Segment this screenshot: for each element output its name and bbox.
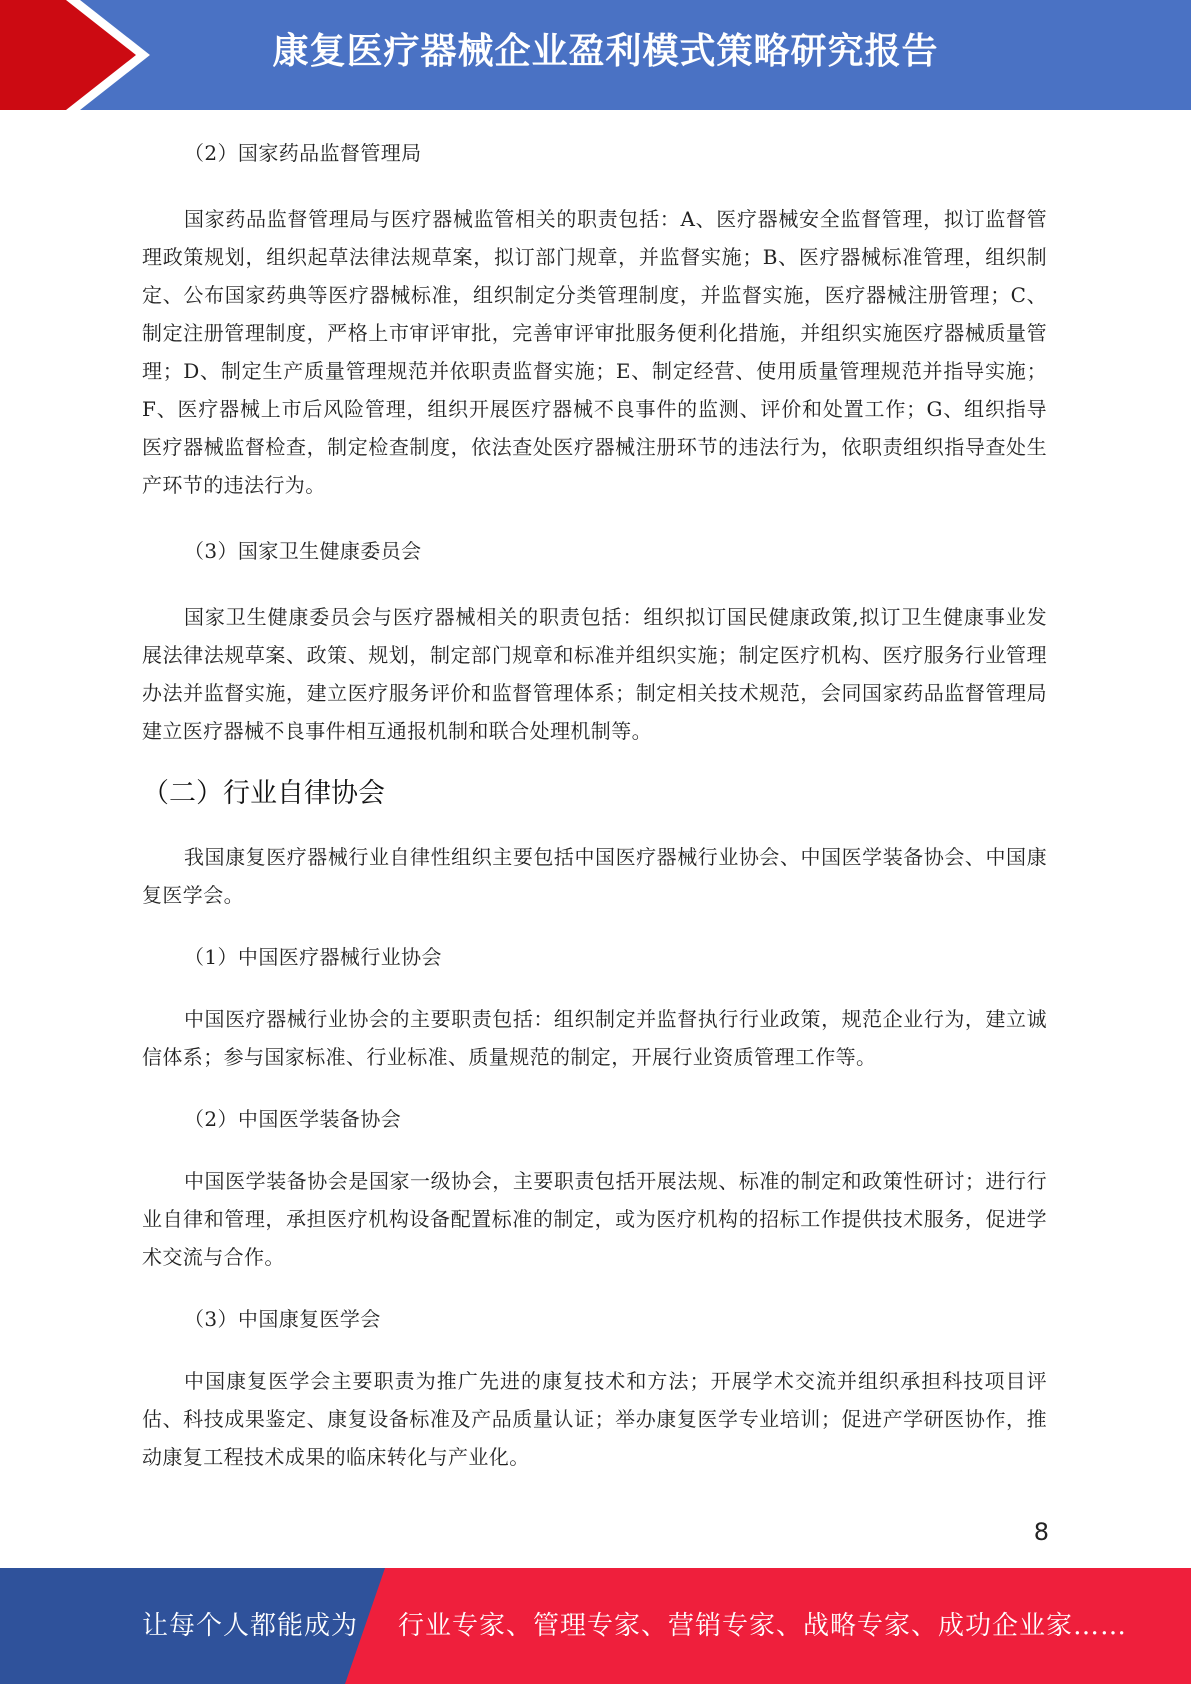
document-body [142, 134, 1047, 1476]
subheading-cmea: （2）中国医学装备协会 [184, 1107, 402, 1131]
paragraph-intro: 我国康复医疗器械行业自律性组织主要包括中国医疗器械行业协会、中国医学装备协会、中国康复医学会。 [142, 845, 1047, 907]
subheading-camdi: （1）中国医疗器械行业协会 [184, 945, 442, 969]
footer-banner [0, 1568, 1191, 1684]
paragraph-cmea: 中国医学装备协会是国家一级协会，主要职责包括开展法规、标准的制定和政策性研讨；进行行业自律和管理，承担医疗机构设备配置标准的制定，或为医疗机构的招标工作提供技术服务，促进学术交流与合作。 [142, 1169, 1047, 1269]
footer-slogan-left: 让每个人都能成为 [142, 1611, 359, 1641]
subheading-nhc: （3）国家卫生健康委员会 [184, 539, 422, 563]
paragraph-nhc: 国家卫生健康委员会与医疗器械相关的职责包括：组织拟订国民健康政策,拟订卫生健康事业发展法律法规草案、政策、规划，制定部门规章和标准并组织实施；制定医疗机构、医疗服务行业管理办法并监督实施，建立医疗服务评价和监督管理体系；制定相关技术规范，会同国家药品监督管理局建立医疗器械不良事件相互通报机制和联合处理机制等。 [142, 605, 1047, 743]
report-title: 康复医疗器械企业盈利模式策略研究报告 [272, 31, 939, 72]
paragraph-camdi: 中国医疗器械行业协会的主要职责包括：组织制定并监督执行行业政策，规范企业行为，建立诚信体系；参与国家标准、行业标准、质量规范的制定，开展行业资质管理工作等。 [142, 1007, 1047, 1069]
footer-slogan-right: 行业专家、管理专家、营销专家、战略专家、成功企业家…… [398, 1611, 1128, 1641]
paragraph-carm: 中国康复医学会主要职责为推广先进的康复技术和方法；开展学术交流并组织承担科技项目评估、科技成果鉴定、康复设备标准及产品质量认证；举办康复医学专业培训；促进产学研医协作，推动康复工程技术成果的临床转化与产业化。 [142, 1369, 1047, 1469]
paragraph-nmpa: 国家药品监督管理局与医疗器械监管相关的职责包括：A、医疗器械安全监督管理，拟订监督管理政策规划，组织起草法律法规草案，拟订部门规章，并监督实施；B、医疗器械标准管理，组织制定、公布国家药典等医疗器械标准，组织制定分类管理制度，并监督实施，医疗器械注册管理；C、制定注册管理制度，严格上市审评审批，完善审评审批服务便利化措施，并组织实施医疗器械质量管理；D、制定生产质量管理规范并依职责监督实施；E、制定经营、使用质量管理规范并指导实施；F、医疗器械上市后风险管理，组织开展医疗器械不良事件的监测、评价和处置工作；G、组织指导医疗器械监督检查，制定检查制度，依法查处医疗器械注册环节的违法行为，依职责组织指导查处生产环节的违法行为。 [142, 207, 1047, 497]
subheading-carm: （3）中国康复医学会 [184, 1307, 381, 1331]
section-heading: （二）行业自律协会 [142, 778, 385, 809]
subheading-nmpa: （2）国家药品监督管理局 [184, 141, 422, 165]
page-number: 8 [1033, 1518, 1049, 1546]
header-banner [0, 0, 1191, 110]
